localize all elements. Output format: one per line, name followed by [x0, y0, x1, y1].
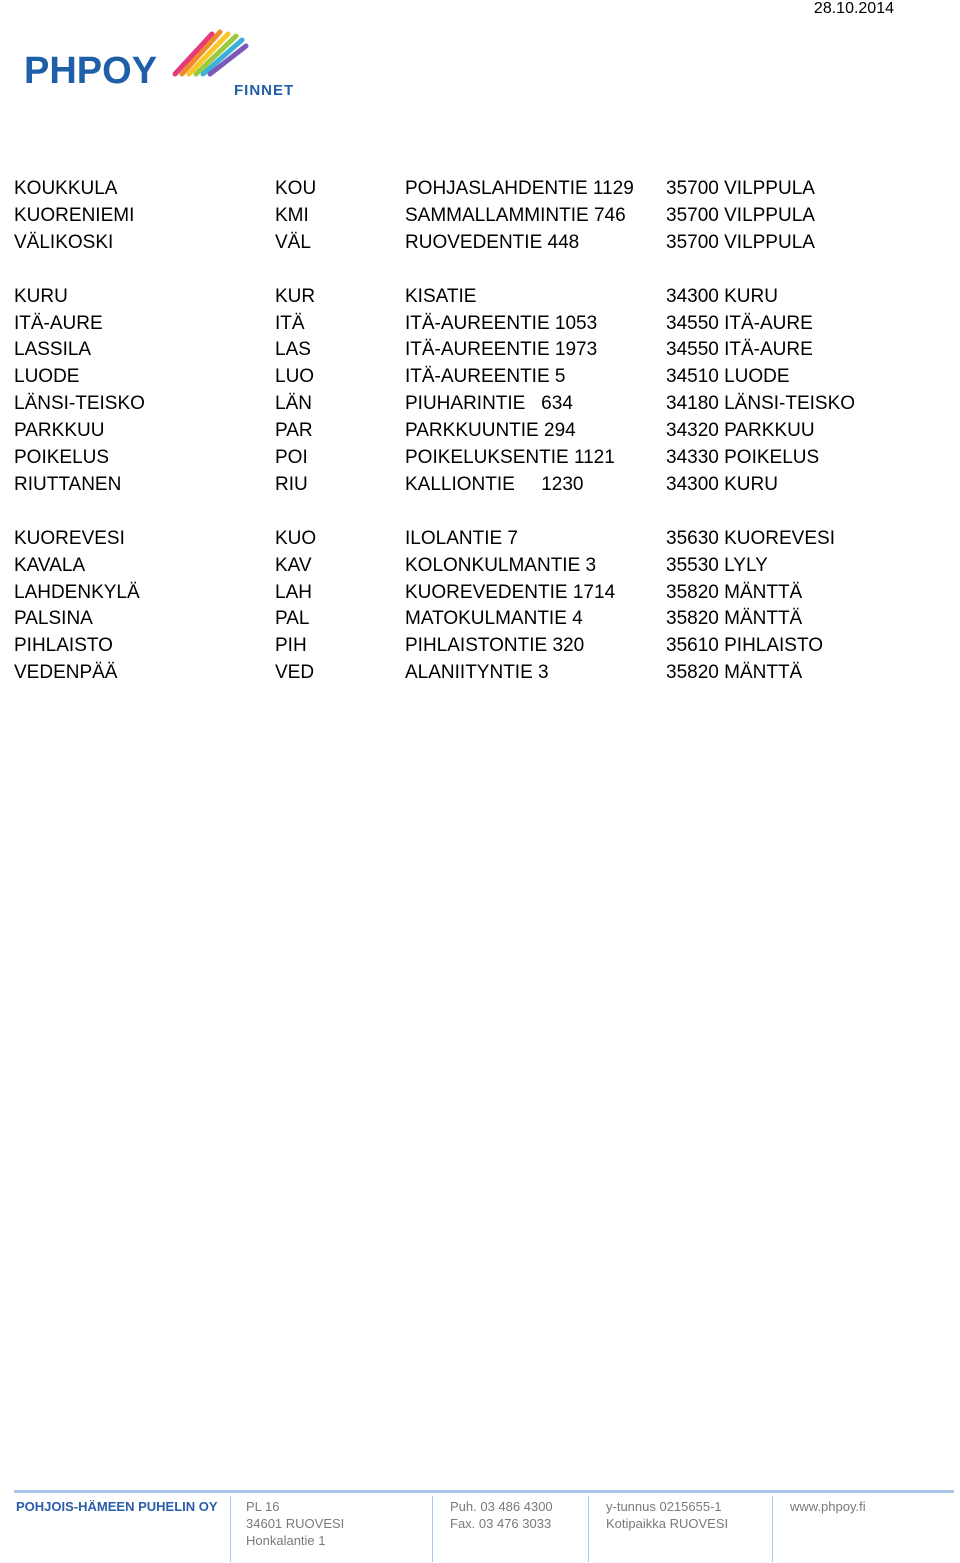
postal-address: 35630 KUOREVESI: [666, 527, 835, 549]
station-name: LAHDENKYLÄ: [14, 581, 140, 603]
street-address: ITÄ-AUREENTIE 1973: [405, 339, 598, 361]
station-name: LASSILA: [14, 339, 92, 361]
company-logo: [22, 28, 302, 104]
station-code: ITÄ: [275, 312, 305, 334]
group-vilppula: [14, 176, 944, 257]
street-address: KALLIONTIE 1230: [405, 473, 584, 495]
station-code: PIH: [275, 635, 307, 657]
street-address: ALANIITYNTIE 3: [405, 662, 549, 684]
footer-company: POHJOIS-HÄMEEN PUHELIN OY: [16, 1499, 218, 1514]
list-row: [14, 472, 944, 499]
street-address: KUOREVEDENTIE 1714: [405, 581, 616, 603]
postal-address: 34330 POIKELUS: [666, 447, 820, 469]
footer-po-box: PL 16: [246, 1499, 280, 1514]
station-name: PALSINA: [14, 608, 93, 630]
station-name: KOUKKULA: [14, 178, 118, 199]
footer-divider: [772, 1496, 773, 1562]
footer-divider: [230, 1496, 231, 1562]
postal-address: 35610 PIHLAISTO: [666, 635, 824, 657]
list-row: [14, 445, 944, 472]
station-code: KUO: [275, 527, 317, 549]
logo-wordmark: PHPOY: [24, 50, 158, 92]
street-address: ITÄ-AUREENTIE 5: [405, 366, 566, 388]
station-name: KUOREVESI: [14, 527, 125, 549]
station-code: LAH: [275, 581, 312, 603]
list-row: [14, 337, 944, 364]
list-row: [14, 391, 944, 418]
street-address: ITÄ-AUREENTIE 1053: [405, 312, 598, 334]
list-row: [14, 553, 944, 580]
street-address: KOLONKULMANTIE 3: [405, 554, 597, 576]
postal-address: 34300 KURU: [666, 473, 778, 495]
street-address: PARKKUUNTIE 294: [405, 420, 576, 442]
station-name: LÄNSI-TEISKO: [14, 393, 145, 415]
footer-postal: 34601 RUOVESI: [246, 1516, 345, 1531]
postal-address: 34550 ITÄ-AURE: [666, 312, 813, 334]
postal-address: 35820 MÄNTTÄ: [666, 581, 803, 603]
footer-divider: [432, 1496, 433, 1562]
station-name: PIHLAISTO: [14, 635, 113, 657]
station-name: RIUTTANEN: [14, 473, 122, 495]
station-code: VED: [275, 662, 315, 684]
station-code: LAS: [275, 339, 311, 361]
footer-fax: Fax. 03 476 3033: [450, 1516, 552, 1531]
street-address: MATOKULMANTIE 4: [405, 608, 583, 630]
list-row: [14, 203, 944, 230]
list-row: [14, 364, 944, 391]
exchange-list: [14, 176, 944, 714]
postal-address: 35820 MÄNTTÄ: [666, 662, 803, 684]
street-address: RUOVEDENTIE 448: [405, 231, 580, 253]
group-kuorevesi: [14, 526, 944, 687]
list-row: [14, 660, 944, 687]
footer-domicile: Kotipaikka RUOVESI: [606, 1516, 729, 1531]
street-address: KISATIE: [405, 285, 477, 307]
street-address: PIHLAISTONTIE 320: [405, 635, 585, 657]
station-code: KOU: [275, 178, 317, 199]
station-name: ITÄ-AURE: [14, 312, 103, 334]
footer-street: Honkalantie 1: [246, 1533, 326, 1548]
footer-address: [246, 1498, 344, 1549]
list-row: [14, 176, 944, 203]
postal-address: 34300 KURU: [666, 285, 778, 307]
list-row: [14, 418, 944, 445]
document-date: 28.10.2014: [813, 0, 894, 17]
station-name: VEDENPÄÄ: [14, 662, 118, 684]
station-name: LUODE: [14, 366, 80, 388]
postal-address: 34320 PARKKUU: [666, 420, 815, 442]
logo-swoosh-icon: [170, 28, 270, 78]
postal-address: 35700 VILPPULA: [666, 178, 815, 199]
footer-contact: [450, 1498, 553, 1532]
street-address: ILOLANTIE 7: [405, 527, 518, 549]
station-code: KAV: [275, 554, 312, 576]
station-name: POIKELUS: [14, 447, 110, 469]
station-name: KURU: [14, 285, 68, 307]
list-row: [14, 311, 944, 338]
footer-website[interactable]: www.phpoy.fi: [790, 1499, 866, 1514]
footer-phone: Puh. 03 486 4300: [450, 1499, 553, 1514]
station-code: KUR: [275, 285, 316, 307]
group-kuru: [14, 284, 944, 499]
postal-address: 35820 MÄNTTÄ: [666, 608, 803, 630]
station-code: VÄL: [275, 231, 311, 253]
postal-address: 34550 ITÄ-AURE: [666, 339, 813, 361]
station-name: KUORENIEMI: [14, 204, 135, 226]
page-footer: [0, 1490, 960, 1563]
street-address: POIKELUKSENTIE 1121: [405, 447, 615, 469]
list-row: [14, 284, 944, 311]
footer-business-id: y-tunnus 0215655-1: [606, 1499, 722, 1514]
postal-address: 35530 LYLY: [666, 554, 768, 576]
station-code: PAL: [275, 608, 310, 630]
street-address: PIUHARINTIE 634: [405, 393, 573, 415]
list-row: [14, 580, 944, 607]
street-address: SAMMALLAMMINTIE 746: [405, 204, 626, 226]
station-code: PAR: [275, 420, 313, 442]
footer-divider: [588, 1496, 589, 1562]
postal-address: 35700 VILPPULA: [666, 231, 815, 253]
list-row: [14, 633, 944, 660]
footer-rule: [14, 1490, 954, 1493]
list-row: [14, 606, 944, 633]
station-name: VÄLIKOSKI: [14, 231, 114, 253]
station-code: POI: [275, 447, 308, 469]
station-code: LÄN: [275, 393, 312, 415]
postal-address: 35700 VILPPULA: [666, 204, 815, 226]
postal-address: 34510 LUODE: [666, 366, 790, 388]
postal-address: 34180 LÄNSI-TEISKO: [666, 393, 856, 415]
station-name: PARKKUU: [14, 420, 105, 442]
footer-registration: [606, 1498, 728, 1532]
station-code: RIU: [275, 473, 308, 495]
station-code: KMI: [275, 204, 309, 226]
station-code: LUO: [275, 366, 315, 388]
street-address: POHJASLAHDENTIE 1129: [405, 178, 634, 199]
logo-subtext: FINNET: [234, 82, 295, 99]
station-name: KAVALA: [14, 554, 86, 576]
list-row: [14, 230, 944, 257]
list-row: [14, 526, 944, 553]
